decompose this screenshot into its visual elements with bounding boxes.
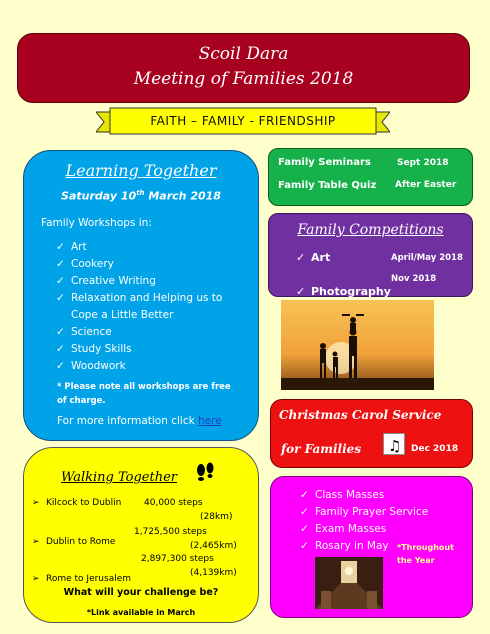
walking-together-panel [23, 447, 259, 623]
competition-art: ✓ Art [311, 251, 490, 264]
competition-photography-date: Nov 2018 [391, 274, 437, 284]
mass-item: ✓ Rosary in May [315, 538, 428, 555]
throughout-note: *Throughout [397, 543, 454, 552]
motto-text: FAITH – FAMILY - FRIENDSHIP [150, 114, 336, 128]
route-steps: 2,897,300 steps [141, 554, 214, 564]
mass-item: ✓ Class Masses [315, 487, 428, 504]
more-info: For more information click here [57, 415, 222, 427]
workshop-item: ✓ Relaxation and Helping us to [71, 290, 222, 307]
competitions-panel [268, 213, 473, 297]
carol-service-panel [270, 399, 473, 468]
challenge-question: What will your challenge be? [63, 587, 219, 598]
workshop-item-continued: Cope a Little Better [71, 309, 174, 321]
workshops-intro: Family Workshops in: [41, 217, 152, 229]
walking-title: Walking Together [61, 470, 178, 485]
workshop-item: ✓ Science [71, 324, 222, 341]
walking-routes [24, 448, 258, 584]
learning-date: Saturday 10th March 2018 [61, 189, 221, 203]
route-name: ➢ Rome to Jerusalem [46, 574, 280, 584]
learning-together-panel [23, 150, 259, 441]
carol-subtitle: for Families [281, 442, 362, 456]
header-banner [17, 33, 470, 103]
route-km: (4,139km) [190, 568, 237, 578]
route-name: ➢ Kilcock to Dublin [46, 498, 280, 508]
throughout-note-2: the Year [397, 556, 435, 565]
route-name: ➢ Dublin to Rome [46, 537, 280, 547]
seminars-label: Family Seminars [278, 157, 371, 168]
competition-photography: ✓ Photography [311, 285, 490, 298]
route-km: (28km) [200, 512, 233, 522]
mass-item: ✓ Exam Masses [315, 521, 428, 538]
workshop-list [71, 239, 222, 375]
workshop-item: ✓ Study Skills [71, 341, 222, 358]
seminars-date: Sept 2018 [397, 158, 449, 168]
table-quiz-label: Family Table Quiz [278, 180, 377, 191]
table-quiz-date: After Easter [395, 180, 457, 190]
workshop-item: ✓ Cookery [71, 256, 222, 273]
masses-panel [270, 476, 473, 618]
svg-text:♫: ♫ [388, 437, 402, 455]
carol-date: Dec 2018 [411, 444, 459, 454]
family-silhouette-photo [281, 300, 434, 390]
seminars-panel [268, 148, 473, 206]
church-interior-photo [315, 557, 383, 609]
school-name: Scoil Dara [198, 44, 289, 64]
carol-title: Christmas Carol Service [279, 408, 442, 422]
more-info-link[interactable]: here [198, 415, 222, 427]
route-steps: 40,000 steps [144, 498, 203, 508]
learning-title: Learning Together [65, 161, 217, 180]
workshops-free-note: * Please note all workshops are free of charge. [57, 382, 231, 406]
competitions-title: Family Competitions [297, 222, 444, 238]
route-km: (2,465km) [190, 541, 237, 551]
workshop-item: ✓ Woodwork [71, 358, 222, 375]
workshop-item: ✓ Creative Writing [71, 273, 222, 290]
music-note-icon [383, 433, 405, 455]
competition-art-date: April/May 2018 [391, 253, 463, 263]
workshop-item: ✓ Art [71, 239, 222, 256]
mass-item: ✓ Family Prayer Service [315, 504, 428, 521]
link-note: *Link available in March [86, 608, 196, 617]
route-steps: 1,725,500 steps [134, 527, 207, 537]
event-title: Meeting of Families 2018 [133, 69, 354, 89]
